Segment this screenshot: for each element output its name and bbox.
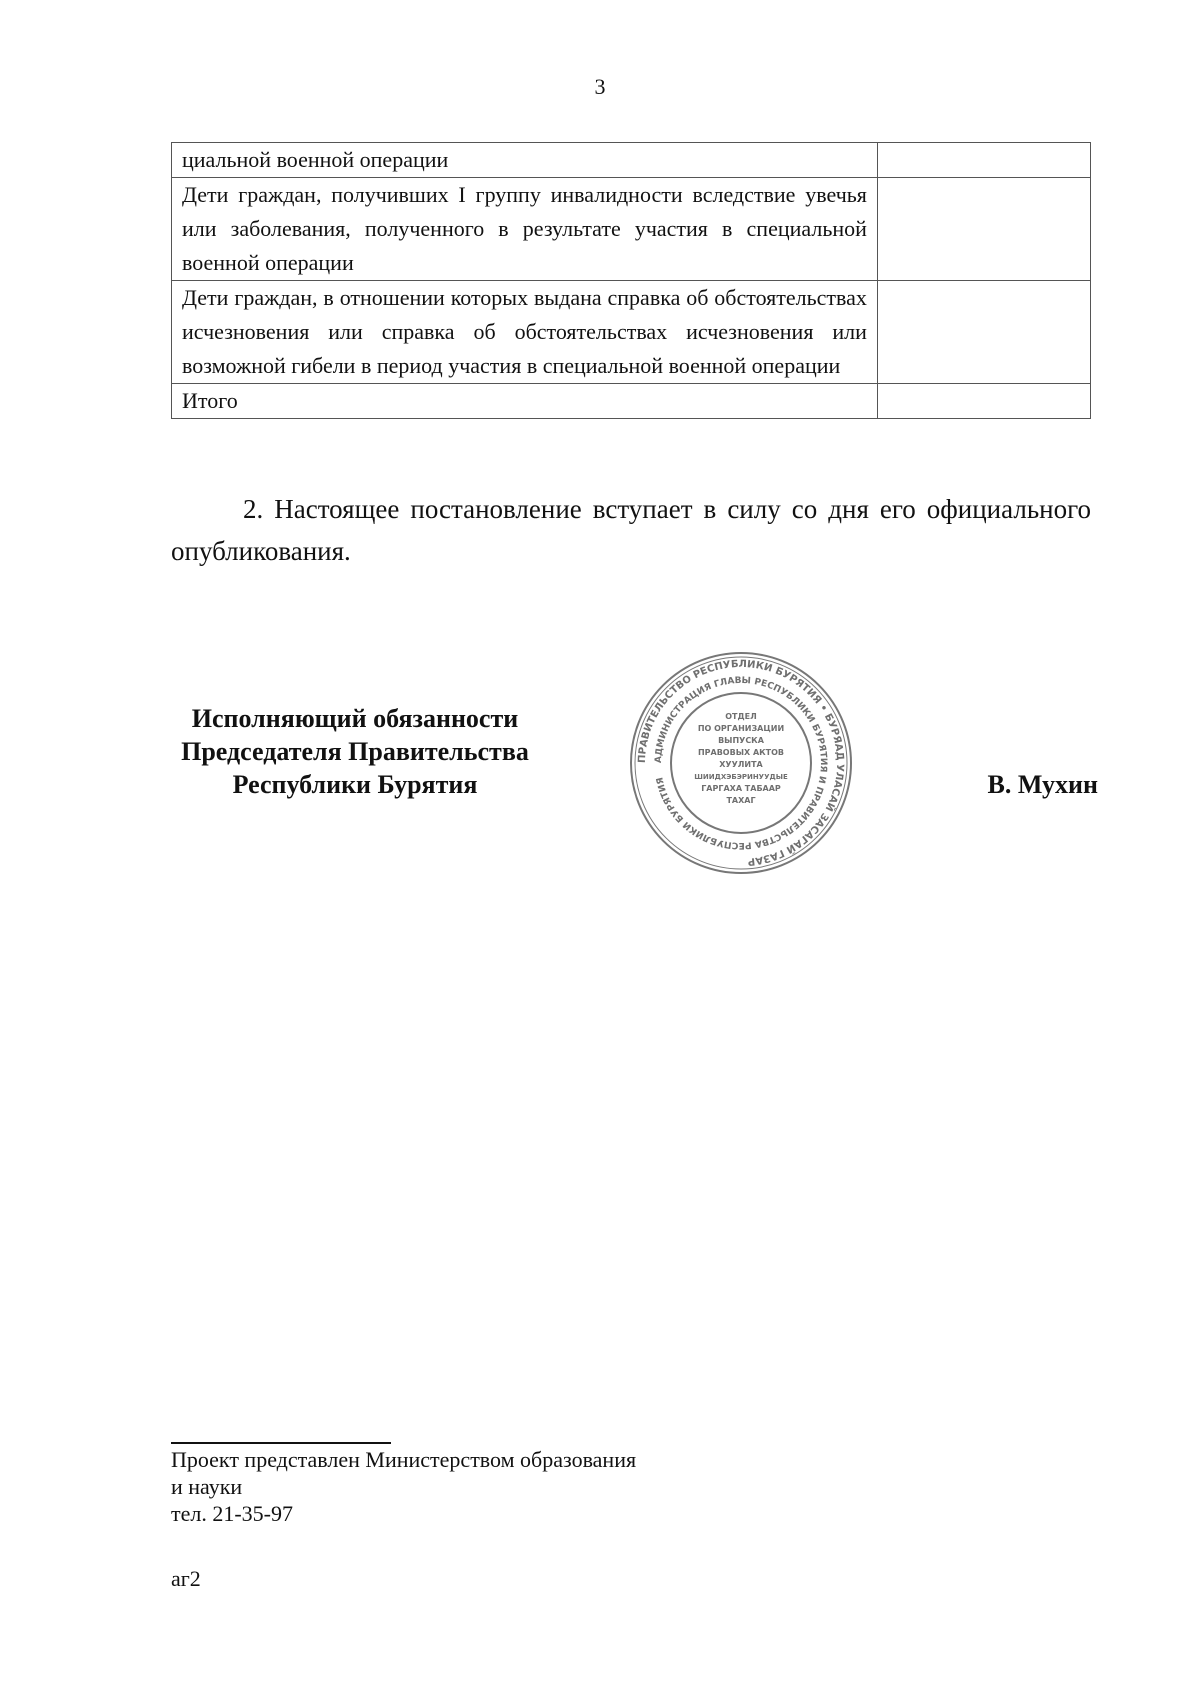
signatory-name: В. Мухин	[987, 770, 1098, 799]
table-cell-category: Дети граждан, получивших I группу инвалидности вследствие увечья или заболевания, полученного в результате участия в специальной военной операции	[172, 178, 878, 281]
table-row	[172, 384, 1091, 419]
seal-center-line: ГАРГАХА ТАБААР	[701, 784, 781, 793]
table-cell-value	[877, 178, 1090, 281]
footnote-divider	[171, 1442, 391, 1444]
seal-center-line: ОТДЕЛ	[725, 712, 757, 721]
official-seal	[628, 650, 854, 876]
table-row	[172, 281, 1091, 384]
effective-date-paragraph: 2. Настоящее постановление вступает в силу со дня его официального опубликования.	[171, 494, 1091, 566]
table-cell-value	[877, 281, 1090, 384]
document-code: аг2	[171, 1566, 201, 1591]
table-cell-category: Итого	[172, 384, 878, 419]
footnote-line: и науки	[171, 1474, 243, 1499]
signatory-title-line: Республики Бурятия	[232, 770, 478, 799]
footnote-line: тел. 21-35-97	[171, 1501, 294, 1526]
table-cell-category: циальной военной операции	[172, 143, 878, 178]
signatory-title	[150, 702, 560, 801]
footnote	[171, 1446, 771, 1527]
page-number: 3	[594, 74, 606, 99]
footnote-line: Проект представлен Министерством образования	[171, 1447, 637, 1472]
seal-center-line: ВЫПУСКА	[718, 736, 764, 745]
seal-center-line: ПО ОРГАНИЗАЦИИ	[697, 724, 785, 733]
table-cell-category: Дети граждан, в отношении которых выдана справка об обстоятельствах исчезновения или справка об обстоятельствах исчезновения или возможной гибели в период участия в специальной военной операции	[172, 281, 878, 384]
table-row	[172, 143, 1091, 178]
table-cell-value	[877, 143, 1090, 178]
seal-center-line: ХУУЛИТА	[719, 760, 763, 769]
table-cell-value	[877, 384, 1090, 419]
categories-table	[171, 142, 1091, 419]
seal-center-line: ШИИДХЭБЭРИНУУДЫЕ	[694, 773, 788, 781]
seal-outer-text: ПРАВИТЕЛЬСТВО РЕСПУБЛИКИ БУРЯТИЯ • БУРЯАД УЛАСАЙ ЗАСАГАЙ ГАЗАР	[636, 658, 846, 867]
signatory-title-line: Председателя Правительства	[181, 737, 529, 766]
seal-inner-text: АДМИНИСТРАЦИЯ ГЛАВЫ РЕСПУБЛИКИ БУРЯТИЯ И ПРАВИТЕЛЬСТВА РЕСПУБЛИКИ БУРЯТИЯ	[653, 675, 829, 851]
seal-center-line: ТАХАГ	[726, 796, 756, 805]
seal-center-line: ПРАВОВЫХ АКТОВ	[697, 748, 785, 757]
signatory-title-line: Исполняющий обязанности	[191, 704, 519, 733]
table-row	[172, 178, 1091, 281]
